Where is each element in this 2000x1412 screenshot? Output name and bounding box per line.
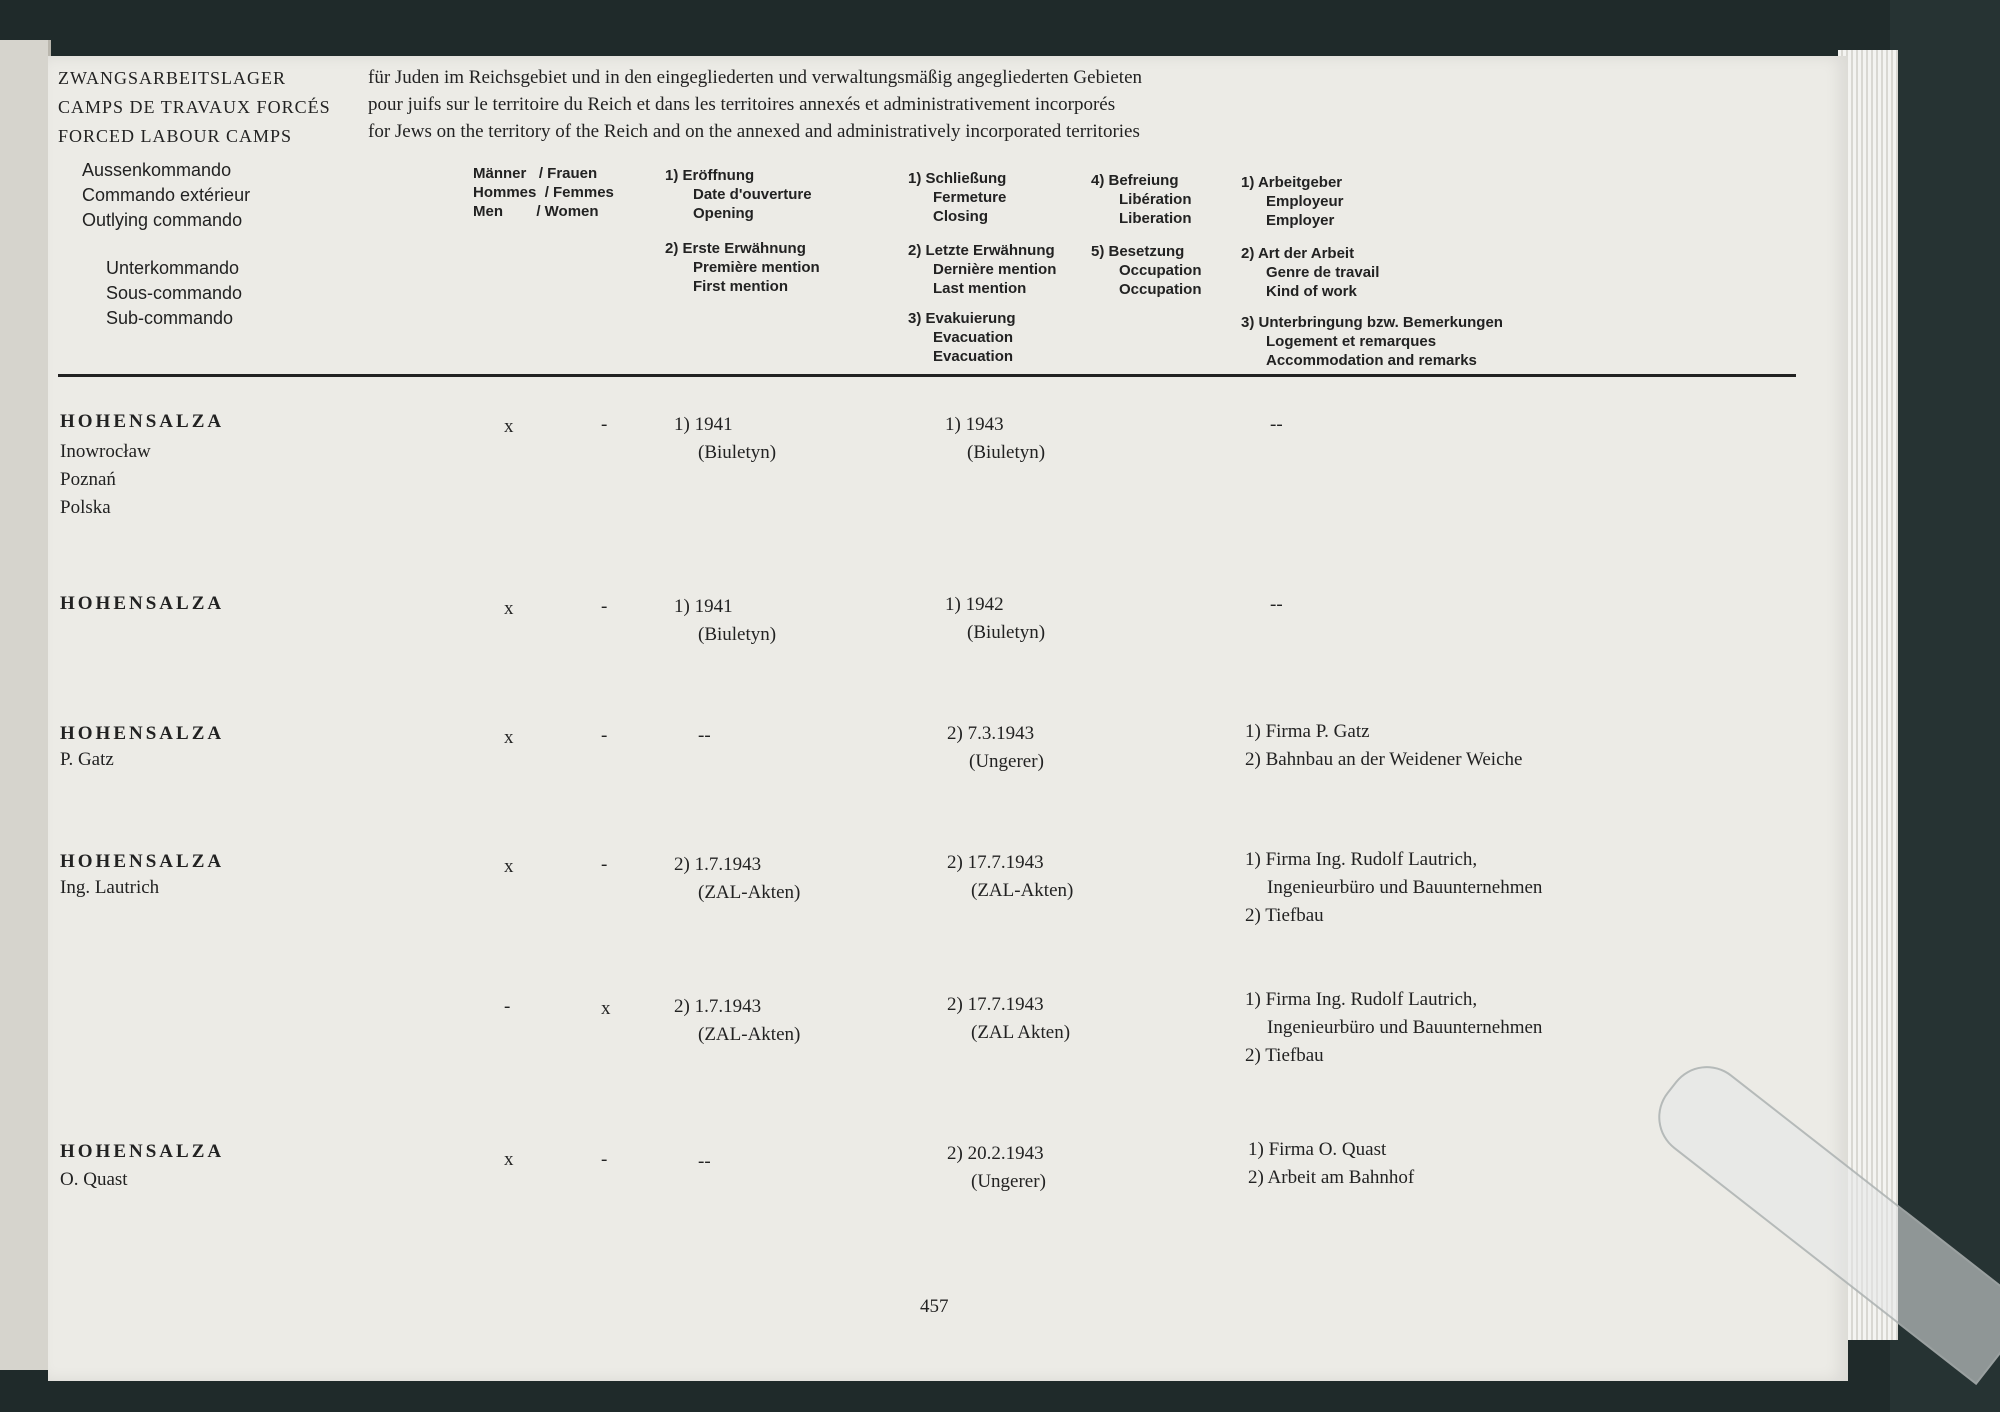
gender-line: Männer / Frauen xyxy=(473,165,598,182)
header-line: Première mention xyxy=(693,259,820,276)
subtitle-block xyxy=(368,64,1142,145)
header-line: 1) Schließung xyxy=(908,170,1007,187)
cell-line: 2) 7.3.1943 xyxy=(947,723,1035,744)
cell-line: 2) Arbeit am Bahnhof xyxy=(1248,1167,1415,1188)
header-line: Employer xyxy=(1266,212,1335,229)
place-line: O. Quast xyxy=(60,1169,128,1190)
header-line: Opening xyxy=(693,205,754,222)
liberation-header xyxy=(1091,171,1192,228)
opening-cell xyxy=(674,993,800,1049)
sub-line: Sub-commando xyxy=(106,308,234,328)
place-line: Poznań xyxy=(60,469,116,490)
header-line: Last mention xyxy=(933,280,1027,297)
title-line: ZWANGSARBEITSLAGER xyxy=(58,68,286,88)
cell-line: (Biuletyn) xyxy=(698,442,777,463)
header-line: 1) Arbeitgeber xyxy=(1241,174,1343,191)
women-mark: - xyxy=(601,596,608,617)
header-line: Accommodation and remarks xyxy=(1266,352,1477,369)
header-line: Liberation xyxy=(1119,210,1192,227)
page-number: 457 xyxy=(920,1296,949,1317)
camp-name: HOHENSALZA xyxy=(60,593,225,614)
subtitle-line: for Jews on the territory of the Reich and on the annexed and administratively incorporated territories xyxy=(368,121,1140,142)
place-lines xyxy=(60,438,151,522)
cell-line: (Biuletyn) xyxy=(967,622,1046,643)
cell-line: 2) 17.7.1943 xyxy=(947,994,1044,1015)
header-line: 2) Erste Erwähnung xyxy=(665,240,806,257)
closing-cell xyxy=(947,849,1073,905)
cell-line: (ZAL-Akten) xyxy=(698,1024,801,1045)
header-line: Occupation xyxy=(1119,262,1202,279)
cell-line: (ZAL-Akten) xyxy=(698,882,801,903)
cell-line: 2) 1.7.1943 xyxy=(674,996,762,1017)
cell-line: (ZAL Akten) xyxy=(971,1022,1071,1043)
opening-cell: -- xyxy=(698,1151,711,1172)
place-line: Polska xyxy=(60,497,111,518)
title-block xyxy=(58,64,331,151)
cell-line: 2) Tiefbau xyxy=(1245,905,1324,926)
cell-line: 1) 1943 xyxy=(945,414,1004,435)
cell-line: 1) Firma Ing. Rudolf Lautrich, xyxy=(1245,989,1478,1010)
women-mark: - xyxy=(601,725,608,746)
cell-line: Ingenieurbüro und Bauunternehmen xyxy=(1267,877,1543,898)
cell-line: 2) 20.2.1943 xyxy=(947,1143,1044,1164)
outlying-line: Aussenkommando xyxy=(82,160,232,180)
occupation-header xyxy=(1091,242,1202,299)
cell-line: 1) 1942 xyxy=(945,594,1004,615)
kind-of-work-header xyxy=(1241,244,1379,301)
closing-cell xyxy=(947,991,1070,1047)
employer-header xyxy=(1241,173,1344,230)
closing-cell xyxy=(945,591,1045,647)
gender-header xyxy=(473,164,614,221)
gender-line: Hommes / Femmes xyxy=(473,184,614,201)
women-mark: - xyxy=(601,414,608,435)
header-line: Dernière mention xyxy=(933,261,1057,278)
opening-cell xyxy=(674,851,800,907)
header-line: 1) Eröffnung xyxy=(665,167,755,184)
cell-line: (Biuletyn) xyxy=(967,442,1046,463)
title-line: FORCED LABOUR CAMPS xyxy=(58,126,293,146)
gender-line: Men / Women xyxy=(473,203,599,220)
cell-line: (Ungerer) xyxy=(971,1171,1046,1192)
header-line: Libération xyxy=(1119,191,1192,208)
camp-name: HOHENSALZA xyxy=(60,411,225,432)
header-line: Fermeture xyxy=(933,189,1007,206)
women-mark: x xyxy=(601,998,611,1019)
header-line: Date d'ouverture xyxy=(693,186,812,203)
camp-name: HOHENSALZA xyxy=(60,851,225,872)
cell-line: 1) Firma Ing. Rudolf Lautrich, xyxy=(1245,849,1478,870)
remarks-cell xyxy=(1248,1136,1414,1192)
header-line: Evacuation xyxy=(933,348,1014,365)
header-line: Employeur xyxy=(1266,193,1344,210)
header-line: 5) Besetzung xyxy=(1091,243,1185,260)
header-line: 3) Unterbringung bzw. Bemerkungen xyxy=(1241,314,1503,331)
place-line: Ing. Lautrich xyxy=(60,877,160,898)
header-line: Closing xyxy=(933,208,988,225)
men-mark: x xyxy=(504,727,514,748)
place-line: Inowrocław xyxy=(60,441,151,462)
opening-cell: -- xyxy=(698,725,711,746)
camp-name: HOHENSALZA xyxy=(60,723,225,744)
men-mark: x xyxy=(504,598,514,619)
header-line: First mention xyxy=(693,278,789,295)
closing-cell xyxy=(947,1140,1046,1196)
header-rule xyxy=(58,374,1796,377)
cell-line: 2) Tiefbau xyxy=(1245,1045,1324,1066)
cell-line: 2) 17.7.1943 xyxy=(947,852,1044,873)
closing-cell xyxy=(947,720,1044,776)
closing-cell xyxy=(945,411,1045,467)
sub-line: Unterkommando xyxy=(106,258,240,278)
remarks-cell xyxy=(1245,718,1522,774)
sub-label xyxy=(106,256,242,331)
camp-name: HOHENSALZA xyxy=(60,1141,225,1162)
remarks-cell: -- xyxy=(1270,594,1283,615)
header-line: Evacuation xyxy=(933,329,1014,346)
header-line: Kind of work xyxy=(1266,283,1357,300)
first-mention-header xyxy=(665,239,820,296)
cell-line: 1) Firma O. Quast xyxy=(1248,1139,1387,1160)
header-line: Occupation xyxy=(1119,281,1202,298)
outlying-line: Commando extérieur xyxy=(82,185,251,205)
remarks-cell xyxy=(1245,846,1542,930)
women-mark: - xyxy=(601,1149,608,1170)
remarks-cell xyxy=(1245,986,1542,1070)
remarks-header xyxy=(1241,313,1503,370)
background-surface xyxy=(1890,0,2000,1412)
men-mark: x xyxy=(504,856,514,877)
previous-page-edge xyxy=(0,40,51,1370)
remarks-cell: -- xyxy=(1270,414,1283,435)
header-line: 3) Evakuierung xyxy=(908,310,1016,327)
header-line: Genre de travail xyxy=(1266,264,1380,281)
subtitle-line: für Juden im Reichsgebiet und in den eingegliederten und verwaltungsmäßig angegliederten Gebieten xyxy=(368,67,1143,88)
cell-line: 1) 1941 xyxy=(674,414,733,435)
men-mark: x xyxy=(504,1149,514,1170)
closing-header xyxy=(908,169,1006,226)
last-mention-header xyxy=(908,241,1056,298)
header-line: Logement et remarques xyxy=(1266,333,1437,350)
opening-cell xyxy=(674,593,776,649)
cell-line: Ingenieurbüro und Bauunternehmen xyxy=(1267,1017,1543,1038)
cell-line: 2) Bahnbau an der Weidener Weiche xyxy=(1245,749,1523,770)
men-mark: - xyxy=(504,996,511,1017)
title-line: CAMPS DE TRAVAUX FORCÉS xyxy=(58,97,331,117)
cell-line: (Ungerer) xyxy=(969,751,1044,772)
evacuation-header xyxy=(908,309,1016,366)
subtitle-line: pour juifs sur le territoire du Reich et dans les territoires annexés et administrativement incorporés xyxy=(368,94,1116,115)
cell-line: 2) 1.7.1943 xyxy=(674,854,762,875)
outlying-line: Outlying commando xyxy=(82,210,243,230)
cell-line: 1) 1941 xyxy=(674,596,733,617)
place-line: P. Gatz xyxy=(60,749,114,770)
header-line: 4) Befreiung xyxy=(1091,172,1179,189)
opening-header xyxy=(665,166,812,223)
outlying-label xyxy=(82,158,250,233)
opening-cell xyxy=(674,411,776,467)
cell-line: 1) Firma P. Gatz xyxy=(1245,721,1370,742)
men-mark: x xyxy=(504,416,514,437)
cell-line: (ZAL-Akten) xyxy=(971,880,1074,901)
cell-line: (Biuletyn) xyxy=(698,624,777,645)
book-page xyxy=(48,56,1848,1381)
header-line: 2) Art der Arbeit xyxy=(1241,245,1355,262)
sub-line: Sous-commando xyxy=(106,283,243,303)
women-mark: - xyxy=(601,854,608,875)
header-line: 2) Letzte Erwähnung xyxy=(908,242,1055,259)
